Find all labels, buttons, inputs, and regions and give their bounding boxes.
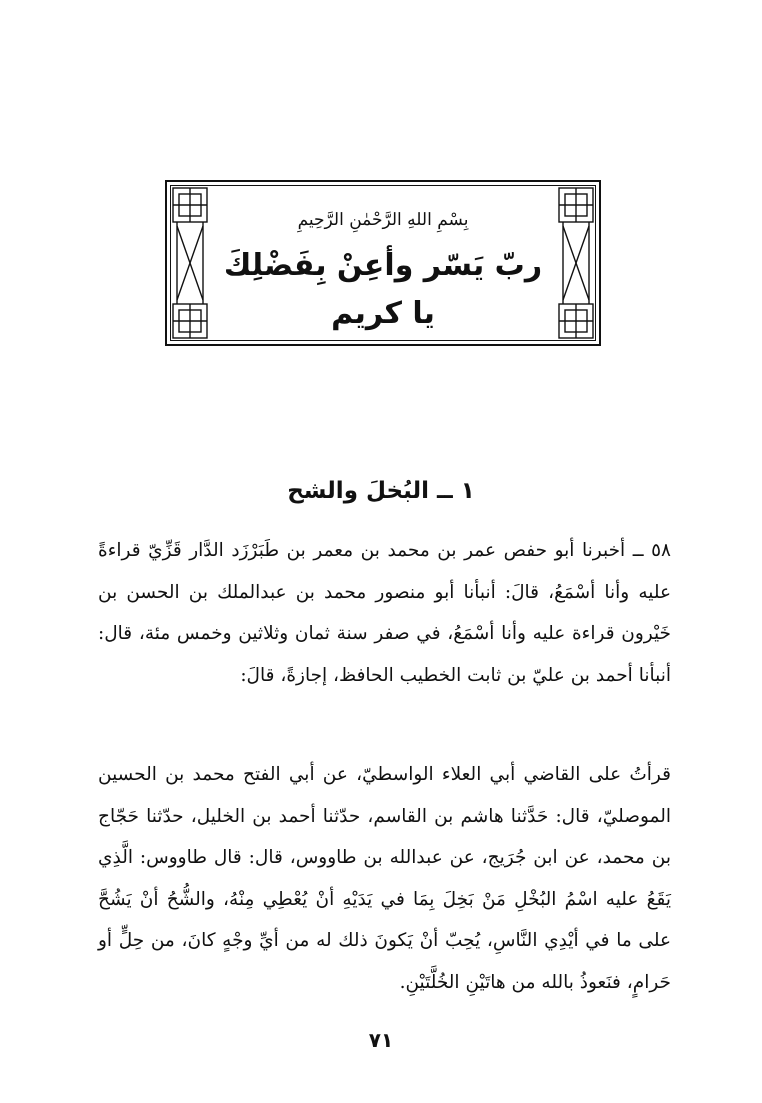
paragraph-text: قرأتُ على القاضي أبي العلاء الواسطيّ، عن أبي الفتح محمد بن الحسين الموصليّ، قال: حَدَّثنا هاشم بن القاسم، حدّثنا أحمد بن الخليل، حدّثنا حَجّاج بن محمد، عن ابن جُرَيج، عن عبدالله بن طاووس، قال: قال طاووس: الَّذِي يَقَعُ عليه اسْمُ البُخْلِ مَنْ بَخِلَ بِمَا في يَدَيْهِ أنْ يُعْطِي مِنْهُ، والشُّحُ أنْ يَشُحَّ على ما في أيْدِي النَّاسِ، يُحِبّ أنْ يَكونَ ذلك له من أيِّ وجْهٍ كانَ، من حِلٍّ أو حَرامٍ، فنَعوذُ بالله من هاتَيْنِ الخُلَّتَيْنِ. [98,764,671,993]
title-frame [165,180,601,346]
ornament-right-icon [557,186,595,340]
invocation-line-2: يا كريم [331,296,435,331]
paragraph-isnad: ٥٨ ــ أخبرنا أبو حفص عمر بن محمد بن معمر بن طَبَرْزَد الدَّار قَزِّيّ قراءةً عليه وأنا أسْمَعُ، قالَ: أنبأنا أبو منصور محمد بن عبدالملك بن الحسن بن خَيْرون قراءة عليه وأنا أسْمَعُ، في صفر سنة ثمان وثلاثين وخمس مئة، قال: أنبأنا أحمد بن عليّ بن ثابت الخطيب الحافظ، إجازةً، قالَ: [98,540,671,686]
chapter-title: ١ ــ البُخلَ والشح [287,478,475,504]
basmala-calligraphy: بِسْمِ اللهِ الرَّحْمٰنِ الرَّحِيمِ [297,210,469,230]
ornament-left-icon [171,186,209,340]
page-number: ٧١ [368,1028,394,1052]
invocation-line-1: ربّ يَسّر وأعِنْ بِفَضْلِكَ [223,248,543,283]
